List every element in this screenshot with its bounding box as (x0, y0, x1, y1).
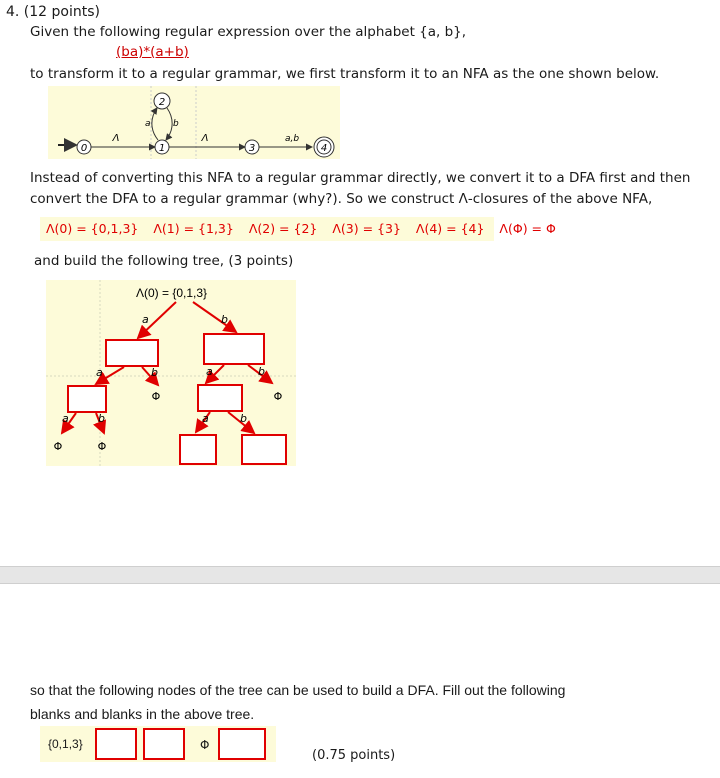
dfa-blank-1[interactable] (95, 728, 137, 760)
nfa-state-4 (314, 137, 334, 157)
edge-1-2 (152, 108, 158, 140)
dfa-node-first: {0,1,3} (48, 737, 83, 751)
nfa-state-1 (155, 140, 169, 154)
intro-line: Given the following regular expression over the alphabet {a, b}, (30, 24, 467, 40)
tree-blank-a[interactable] (106, 340, 158, 366)
dfa-blank-2[interactable] (143, 728, 185, 760)
edge-a-a-label: a (96, 366, 103, 379)
nfa-state-2 (154, 93, 170, 109)
edge-aa-b-label: b (98, 412, 105, 425)
edge-root-b-label: b (221, 313, 228, 326)
tree-blank-bab[interactable] (242, 435, 286, 464)
edge-b-b-label: b (258, 365, 265, 378)
closure-4: Λ(4) = {4} (415, 221, 485, 236)
nfa-intro-line: to transform it to a regular grammar, we first transform it to an NFA as the one shown below. (30, 66, 660, 82)
closure-3: Λ(3) = {3} (332, 221, 401, 236)
state-2-label: 2 (158, 97, 166, 108)
tree-intro-line: and build the following tree, (3 points) (34, 253, 294, 269)
edge-aa-a-label: a (62, 412, 69, 425)
state-4-label: 4 (320, 143, 328, 154)
closure-2: Λ(2) = {2} (248, 221, 318, 236)
explanation-line-1: Instead of converting this NFA to a regular grammar directly, we convert it to a DFA first and then (30, 170, 691, 186)
edge-0-1-label: Λ (112, 133, 120, 144)
page-separator (0, 566, 720, 584)
bottom-line-1: so that the following nodes of the tree can be used to build a DFA. Fill out the following (30, 682, 566, 698)
tree-blank-ba[interactable] (198, 385, 242, 411)
edge-root-b (193, 302, 236, 332)
edge-2-1-label: b (173, 119, 179, 129)
phi-aaa: Φ (53, 440, 63, 453)
nfa-diagram (48, 86, 340, 159)
edge-3-4-label: a,b (284, 134, 300, 144)
edge-root-a-label: a (142, 313, 149, 326)
edge-a-b-label: b (151, 366, 158, 379)
phi-aab: Φ (97, 440, 107, 453)
edge-1-3-label: Λ (201, 133, 209, 144)
bottom-points: (0.75 points) (312, 748, 396, 763)
state-0-label: 0 (80, 143, 88, 154)
closure-phi: Λ(Φ) = Φ (499, 221, 556, 236)
edge-ba-b-label: b (240, 412, 247, 425)
edge-ba-a-label: a (202, 412, 209, 425)
question-title: 4. (12 points) (6, 4, 100, 20)
tree-blank-baa[interactable] (180, 435, 216, 464)
nfa-state-0 (77, 140, 91, 154)
edge-2-1 (166, 108, 172, 140)
tree-root-label: Λ(0) = {0,1,3} (136, 286, 208, 300)
edge-1-2-label: a (145, 119, 151, 129)
state-1-label: 1 (158, 143, 166, 154)
tree-blank-b[interactable] (204, 334, 264, 364)
regular-expression: (ba)*(a+b) (116, 44, 189, 60)
dfa-node-phi: Φ (200, 738, 210, 752)
explanation-line-2: convert the DFA to a regular grammar (why?). So we construct Λ-closures of the above NFA, (30, 191, 653, 207)
closure-0: Λ(0) = {0,1,3} (46, 221, 139, 236)
phi-bb: Φ (273, 390, 283, 403)
phi-ab: Φ (151, 390, 161, 403)
closure-1: Λ(1) = {1,3} (153, 221, 234, 236)
nfa-state-3 (245, 140, 259, 154)
closure-tree (46, 280, 296, 466)
state-3-label: 3 (248, 143, 256, 154)
closures-list (46, 221, 567, 236)
bottom-line-2: blanks and blanks in the above tree. (30, 706, 255, 722)
dfa-blank-3[interactable] (218, 728, 266, 760)
edge-b-a-label: a (206, 365, 213, 378)
tree-blank-aa[interactable] (68, 386, 106, 412)
